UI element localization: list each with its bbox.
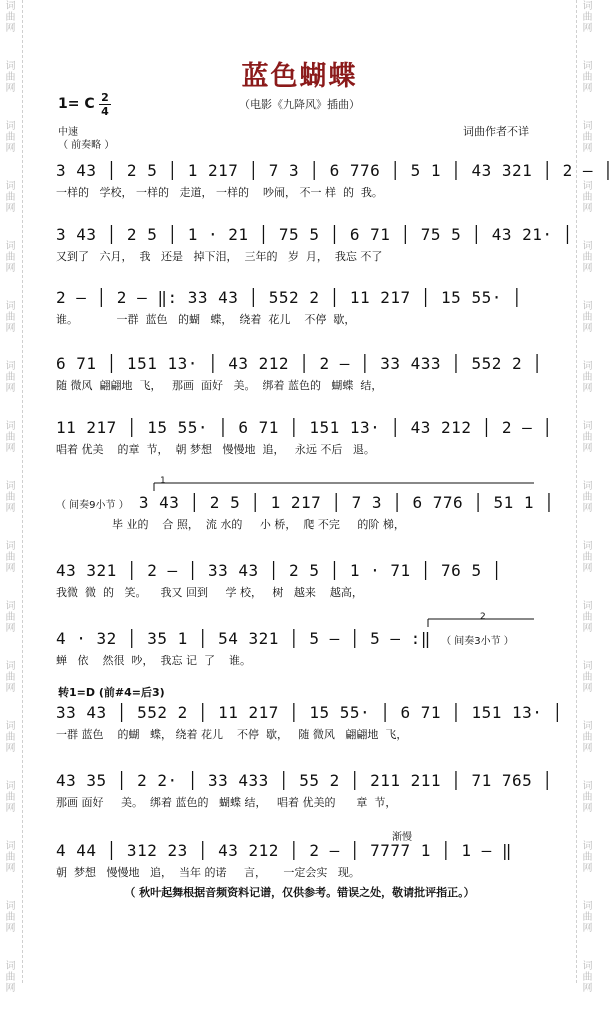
watermark-text: 词曲网 [580, 840, 591, 873]
lyric-row: 朝 梦想 慢慢地 追， 当年 的诺 言， 一定会实 现。 [56, 866, 360, 879]
watermark-text: 词曲网 [580, 960, 591, 993]
watermark-text: 词曲网 [580, 420, 591, 453]
watermark-text: 词曲网 [3, 60, 14, 93]
lyric-row: 谁。 一群 蓝色 的蝴 蝶， 绕着 花儿 不停 歇， [56, 313, 356, 326]
ritardando-marking: 渐慢 [392, 832, 412, 843]
score-line-4 [56, 351, 543, 395]
score-line-3 [56, 285, 540, 329]
watermark-text: 词曲网 [580, 240, 591, 273]
watermark-text: 词曲网 [3, 300, 14, 333]
notation-notes: 3 43 │ 2 5 │ 1 217 │ 7 3 │ 6 776 │ 51 1 │ [128, 493, 555, 512]
watermark-text: 词曲网 [580, 0, 591, 33]
lyric-row: 毕 业的 合 照， 流 水的 小 桥， 爬 不完 的阶 梯， [56, 518, 405, 531]
lyric-row: 那画 面好 美。 绑着 蓝色的 蝴蝶 结， 唱着 优美的 章 节， [56, 796, 397, 809]
notation-row: 3 43 │ 2 5 │ 1 · 21 │ 75 5 │ 6 71 │ 75 5 │ 43 21· │ [56, 225, 573, 244]
time-signature [99, 92, 111, 117]
score-line-11 [56, 838, 540, 882]
right-border-line [576, 0, 577, 983]
score-line-10 [56, 768, 553, 812]
score-line-6 [56, 476, 555, 534]
lyric-row: 随 微风 翩翩地 飞， 那画 面好 美。 绑着 蓝色的 蝴蝶 结， [56, 379, 383, 392]
watermark-text: 词曲网 [580, 120, 591, 153]
watermark-text: 词曲网 [3, 120, 14, 153]
interlude-3-bars: （ 间奏3小节 ） [441, 636, 514, 647]
watermark-text: 词曲网 [3, 180, 14, 213]
watermark-text: 词曲网 [580, 780, 591, 813]
watermark-text: 词曲网 [580, 360, 591, 393]
lyric-row: 蝉 依 然很 吵， 我忘 记 了 谁。 [56, 654, 251, 667]
notation-row: 4 44 │ 312 23 │ 43 212 │ 2 – │ 7777 1 │ 1 – ‖ [56, 841, 512, 860]
lyric-row: 一群 蓝色 的蝴 蝶， 绕着 花儿 不停 歇， 随 微风 翩翩地 飞， [56, 728, 408, 741]
left-border-line [22, 0, 23, 983]
interlude-9-bars: （ 间奏9小节 ） [56, 500, 129, 511]
score-line-7 [56, 558, 540, 602]
notation-row [56, 490, 555, 516]
score-line-9 [56, 700, 563, 744]
watermark-text: 词曲网 [580, 900, 591, 933]
lyric-row: 唱着 优美 的章 节， 朝 梦想 慢慢地 追， 永远 不后 退。 [56, 443, 375, 456]
transcriber-note: （ 秋叶起舞根据音频资料记谱，仅供参考。错误之处，敬请批评指正。） [124, 886, 475, 899]
watermark-text: 词曲网 [3, 0, 14, 33]
author-credit: 词曲作者不详 [463, 125, 529, 138]
song-title: 蓝色蝴蝶 [241, 61, 358, 92]
notation-row: 6 71 │ 151 13· │ 43 212 │ 2 – │ 33 433 │ 552 2 │ [56, 354, 543, 373]
watermark-text: 词曲网 [3, 720, 14, 753]
song-subtitle: （电影《九降风》插曲） [239, 98, 360, 111]
key-change-marking: 转1=D (前#4=后3) [58, 686, 165, 699]
watermark-text: 词曲网 [580, 60, 591, 93]
score-line-2 [56, 222, 573, 266]
notation-row [56, 626, 540, 652]
watermark-text: 词曲网 [3, 240, 14, 273]
watermark-text: 词曲网 [580, 660, 591, 693]
volta-2-label: 2 [480, 612, 486, 622]
watermark-text: 词曲网 [580, 720, 591, 753]
watermark-text: 词曲网 [3, 960, 14, 993]
watermark-text: 词曲网 [3, 540, 14, 573]
watermark-text: 词曲网 [580, 300, 591, 333]
notation-row: 2 – │ 2 – ‖: 33 43 │ 552 2 │ 11 217 │ 15 55· │ [56, 288, 523, 307]
watermark-text: 词曲网 [3, 360, 14, 393]
notation-row: 43 35 │ 2 2· │ 33 433 │ 55 2 │ 211 211 │ 71 765 │ [56, 771, 553, 790]
meter-top: 2 [101, 91, 109, 104]
notation-row: 43 321 │ 2 – │ 33 43 │ 2 5 │ 1 · 71 │ 76 5 │ [56, 561, 502, 580]
watermark-text: 词曲网 [580, 600, 591, 633]
watermark-text: 词曲网 [3, 780, 14, 813]
notation-row: 33 43 │ 552 2 │ 11 217 │ 15 55· │ 6 71 │ 151 13· │ [56, 703, 563, 722]
watermark-text: 词曲网 [3, 480, 14, 513]
watermark-text: 词曲网 [580, 540, 591, 573]
lyric-row: 一样的 学校， 一样的 走道， 一样的 吵闹， 不一 样 的 我。 [56, 186, 383, 199]
watermark-text: 词曲网 [3, 840, 14, 873]
volta-1-label: 1 [160, 476, 166, 486]
watermark-text: 词曲网 [3, 900, 14, 933]
meter-bottom: 4 [101, 105, 109, 118]
notation-row: 11 217 │ 15 55· │ 6 71 │ 151 13· │ 43 212 │ 2 – │ [56, 418, 553, 437]
lyric-row: 我微 微 的 笑。 我又 回到 学 校， 树 越来 越高， [56, 586, 363, 599]
lyric-row: 又到了 六月， 我 还是 掉下泪， 三年的 岁 月， 我忘 不了 [56, 250, 383, 263]
watermark-text: 词曲网 [3, 660, 14, 693]
intro-note: （ 前奏略 ） [58, 140, 115, 151]
score-line-8 [56, 612, 540, 670]
watermark-text: 词曲网 [580, 180, 591, 213]
notation-row: 3 43 │ 2 5 │ 1 217 │ 7 3 │ 6 776 │ 5 1 │ 43 321 │ 2 – │ [56, 161, 613, 180]
left-watermark-column [2, 0, 20, 993]
watermark-text: 词曲网 [3, 600, 14, 633]
watermark-text: 词曲网 [3, 420, 14, 453]
notation-notes: 4 · 32 │ 35 1 │ 54 321 │ 5 – │ 5 – :‖ [56, 629, 431, 648]
score-line-5 [56, 415, 553, 459]
right-watermark-column [579, 0, 597, 993]
tempo-marking: 中速 [58, 127, 78, 138]
watermark-text: 词曲网 [580, 480, 591, 513]
key-signature: 1= C [58, 96, 95, 112]
